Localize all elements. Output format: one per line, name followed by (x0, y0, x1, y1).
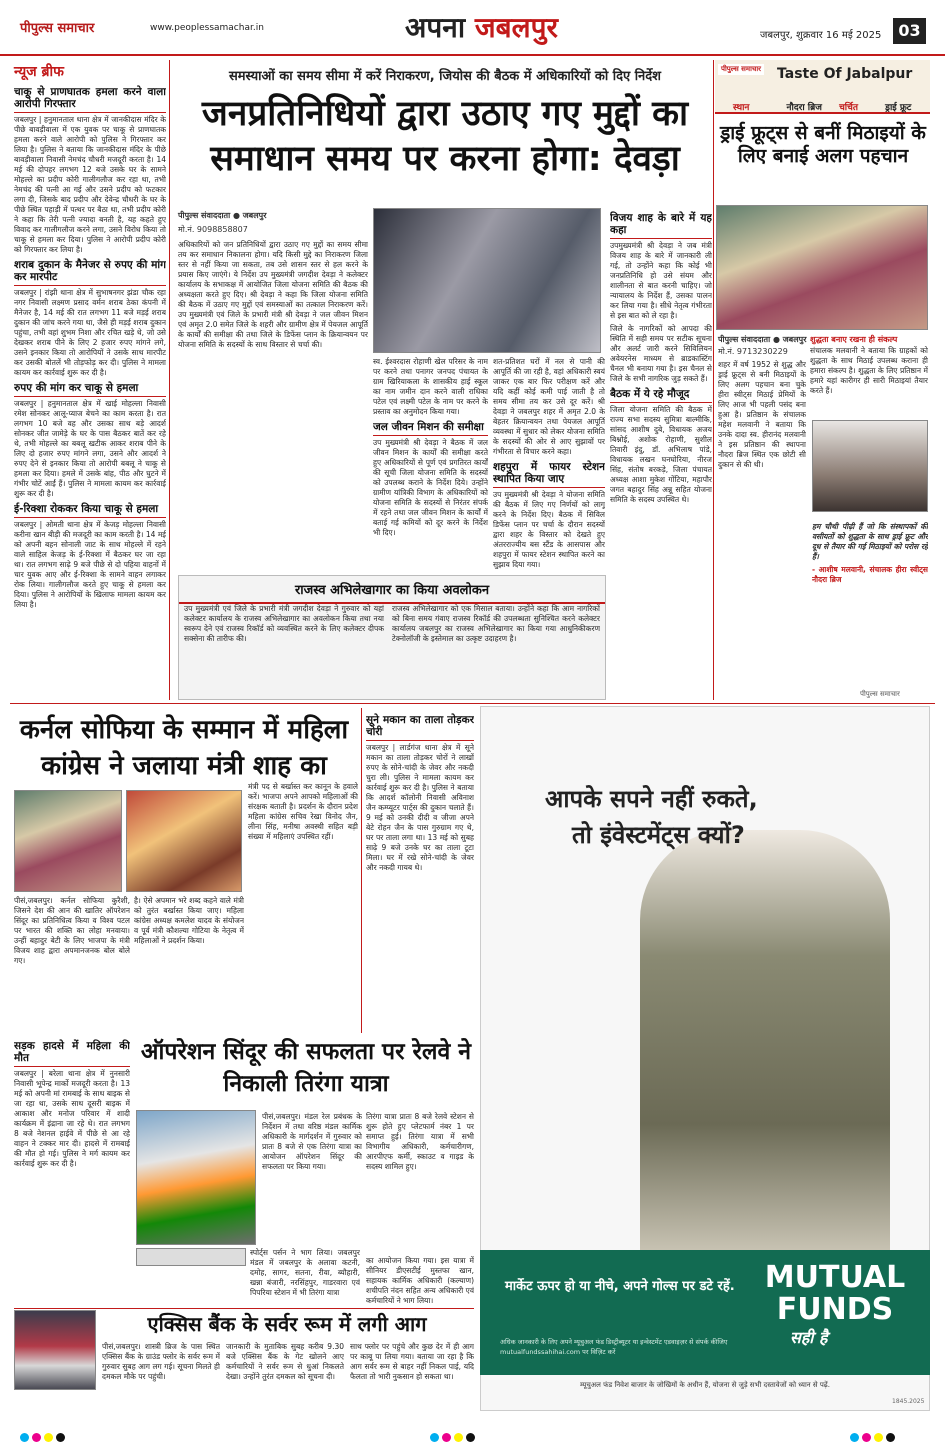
rail-col-1: पीसं,जबलपुर। मंडल रेल प्रबंधक के निर्देशन में तथा वरिष्ठ मंडल कार्मिक अधिकारी के मार्गदर्शन में गुरुवार को प्रातः 8 बजे से एक तिरंगा यात्रा का आयोजन ऑपरेशन सिंदूर की सफलता पर किया गया। (262, 1112, 362, 1171)
archive-title: राजस्व अभिलेखागार का किया अवलोकन (179, 576, 605, 604)
swatch-cyan (20, 1433, 29, 1442)
side-column (610, 208, 712, 698)
rail-photo (136, 1110, 256, 1245)
tab-item: ड्राई फ्रूट (885, 103, 912, 113)
effigy-col-2: है। ऐसे अपमान भरे शब्द कहने वाले मंत्री को तुरंत बर्खास्त किया जाए। महिला कांग्रेस अध्यक्ष कमलेश यादव के संयोजन व पूर्व मंत्री कौशल्या गोटिया के नेतृत्व में महिलाओं ने प्रदर्शन किया। (134, 896, 244, 945)
swatch-yellow (454, 1433, 463, 1442)
swatch-magenta (32, 1433, 41, 1442)
swatch-black (886, 1433, 895, 1442)
brief-4-title: ई-रिक्शा रोककर किया चाकू से हमला (14, 503, 166, 518)
lead-col2b-text: उप मुख्यमंत्री श्री देवड़ा ने बैठक में जल जीवन मिशन के कार्यों की समीक्षा करते हुए अधिकारियों से पूर्ण एवं प्रगतिरत कार्यों की सूची जिला योजना समिति के सदस्यों को उपलब्ध कराने के निर्देश दिये। उन्होंने ग्रामीण यांत्रिकी विभाग के अधिकारियों को योजना समिति के सदस्यों से निरंतर संपर्क में रहने तथा जल जीवन मिशन के कार्यों में बताई गई कमियों को दूर करने के निर्देश भी दिए। (373, 438, 488, 537)
taste-title: Taste Of Jabalpur (777, 66, 913, 82)
ad-headline-1 (545, 782, 758, 815)
side-text-3: जिला योजना समिति की बैठक में राज्य सभा सदस्य सुमित्रा बाल्मीकि, सांसद आशीष दुबे, विधायक अजय बिश्नोई, अशोक रोहाणी, सुशील तिवारी इंदु, डॉ. अभिलाष पांडे, विधायक लखन घनघोरिया, नीरज सिंह, संतोष बरकड़े, जिला पंचायत अध्यक्ष आशा मुकेश गोंटिया, महापौर जगत बहादुर सिंह अन्नू सहित योजना समिति के सदस्य उपस्थित थे। (610, 405, 712, 504)
lead-column-2 (373, 357, 488, 572)
ad-disclaimer: म्यूचुअल फंड निवेश बाजार के जोखिमों के अधीन हैं, योजना से जुड़े सभी दस्तावेजों को ध्यान से पढ़ें. (580, 1381, 830, 1389)
taste-headline: ड्राई फ्रूट्स से बनीं मिठाइयों के लिए बनाई अलग पहचान (720, 122, 926, 167)
protest-photo-1 (14, 790, 122, 892)
side-text: उपमुख्यमंत्री श्री देवड़ा ने जब मंत्री विजय शाह के बारे में जानकारी ली गई, तो उन्होंने कहा कि कोई भी जनप्रतिनिधि हो उसे संयम और शालीनता से बात करनी चाहिए। जो न्यायालय के निर्देश हैं, उसका पालन कर लिया गया है। सीधे नेतृत्व गंभीरता से इस बात को ले रहा है। (610, 241, 712, 320)
color-bar-center (430, 1427, 478, 1446)
tab-location: नौदरा ब्रिज (786, 103, 822, 113)
lead-subhead-1: जल जीवन मिशन की समीक्षा (373, 421, 488, 436)
taste-credit: पीपुल्स समाचार (860, 690, 900, 698)
rail-col-2: तिरंगा यात्रा प्रातः 8 बजे रेलवे स्टेशन से शुरू होते हुए प्लेटफार्म नंबर 1 पर समाप्त हुई। तिरंगा यात्रा में सभी विभागीय अधिकारी, कर्मचारीगण, आरपीएफ कर्मी, स्काउट व गाइड के सदस्य शामिल हुए। (366, 1112, 474, 1171)
ad-code: 1845.2025 (892, 1398, 925, 1405)
ad-headline-text: आपके सपने नहीं रुकते, (545, 785, 758, 813)
news-brief-tag: न्यूज ब्रीफ (14, 64, 64, 80)
theft-story (366, 710, 474, 1035)
taste-quote (812, 522, 928, 672)
brief-4-body: जबलपुर | ओमती थाना क्षेत्र में केजड़ मोहल्ला निवासी करीना खान बीड़ी की मजदूरी का काम करती है। 14 मई को अपनी बहन सोनाली जाट के साथ मोहल्ले में रहने वाले साहिल केजड़ के ई-रिक्शा में बैठकर घर जा रहा था। रात लगभग साढ़े 9 बजे पीछे से दो पहिया वाहनों में चार युवक आए और ई-रिक्शा के सामने वाहन लगाकर रोक लिया। गालीगलौज करते हुए चाकू से हमला कर दिया। पुलिस ने आरोपियों के खिलाफ मामला कायम कर लिया है। (14, 520, 166, 609)
ad-photo (640, 830, 890, 1250)
rail-photo-2 (136, 1248, 246, 1266)
swatch-black (466, 1433, 475, 1442)
ad-tagline: सही है (790, 1328, 828, 1347)
effigy-caption: पीसं,जबलपुर। कर्नल सोफिया कुरैशी, जिसने देश की आन की खातिर ऑपरेशन सिंदूर का प्रतिनिधित्व किया व विश्व पटल पर भारत की शक्ति का लोहा मनवाया। उन्हीं बहादुर बेटी के लिए भाजपा के मंत्री विजय शाह द्वारा अपमानजनक बोल बोले गए। (14, 896, 130, 965)
brief-1-body: जबलपुर | हनुमानताल थाना क्षेत्र में जानकीदास मंदिर के पीछे बावड़ीवाला में एक युवक पर चाकू से प्राणघातक हमला करने वाले आरोपी को पुलिस ने गिरफ्तार कर लिया है। पुलिस ने बताया कि जानकीदास मंदिर के पीछे बावड़ीवाला निवासी नेमचंद चौधरी मजदूरी करता है। 14 मई की दोपहर लगभग 12 बजे उसके घर के सामने मोहल्ले का प्रदीप कोरी गालीगलौज कर रहा था, तभी नेमचंद की पत्नी आ गई और उसने प्रदीप को फटकार लगा दी, जिसके बाद प्रदीप और देवेन्द्र चौधरी के घर के पीछे स्थित पहाड़ी में पत्थर पर बैठा था, तभी प्रदीप कोरी ने कहा कि तेरी पत्नी ज्यादा बनती है, यह कहते हुए विवाद कर गालीगलौज करने लगा, उसने विरोध किया तो चाकू से हमला कर दिया। पुलिस ने आरोपी प्रदीप कोरी को गिरफ्तार कर लिया है। (14, 115, 166, 254)
lead-column-3 (493, 357, 605, 572)
print-marks (0, 1420, 945, 1445)
ad-brand (745, 1262, 925, 1326)
owner-portrait (812, 420, 928, 512)
swatch-black (56, 1433, 65, 1442)
archive-col-2: राजस्व अभिलेखागार को एक मिसाल बताया। उन्होंने कहा कि आम नागरिकों को बिना समय गंवाए राजस्व रिकॉर्ड की उपलब्धता सुनिश्चित करने कलेक्टर कार्यालय जबलपुर का राजस्व अभिलेखागार का किया गया आधुनिकीकरण टेक्नोलॉजी के इस्तेमाल का उत्कृष्ट उदाहरण है। (392, 604, 600, 643)
taste-body-1: शहर में वर्ष 1952 से शुद्ध और ड्राई फ्रूट्स से बनी मिठाइयों के लिए अलग पहचान बना चुके हीरा स्वीट्स मिठाई प्रेमियों के लिए आज भी पहली पसंद बना हुआ है। प्रतिष्ठान के संचालक महेश मलवानी ने बताया कि उनके दादा स्व. हीरानंद मलवानी ने इस प्रतिष्ठान की स्थापना नौदरा ब्रिज स्थित एक छोटी सी दुकान से की थी। (718, 360, 806, 469)
color-bar-right (850, 1427, 898, 1446)
fire-col-2: जानकारी के मुताबिक सुबह करीब 9.30 बजे एक्सिस बैंक के गेट खोलने आए कर्मचारियों ने सर्वर रूम से धुआं निकलते देखा। उन्होंने तुरंत दमकल को सूचना दी। (226, 1342, 344, 1381)
lead-kicker: समस्याओं का समय सीमा में करें निराकरण, जियोस की बैठक में अधिकारियों को दिए निर्देश (228, 69, 662, 84)
ad-subline: मार्केट ऊपर हो या नीचे, अपने गोल्स पर डटे रहें. (505, 1279, 735, 1294)
side-title: विजय शाह के बारे में यह कहा (610, 212, 712, 239)
ad-brand-1: MUTUAL (764, 1260, 906, 1295)
brief-3-title: रुपए की मांग कर चाकू से हमला (14, 382, 166, 397)
lead-byline: पीपुल्स संवाददाता ● जबलपुर (178, 211, 267, 220)
archive-col-1: उप मुख्यमंत्री एवं जिले के प्रभारी मंत्री जगदीश देवड़ा ने गुरुवार को यहां कलेक्टर कार्यालय के राजस्व अभिलेखागार का अवलोकन किया तथा नया स्वरूप देने एवं राजस्व रिकॉर्ड को व्यवस्थित करने के लिए कलेक्टर दीपक सक्सेना की तारीफ की। (184, 604, 384, 643)
masthead-logo: पीपुल्स समाचार (20, 21, 95, 36)
tab-famous: चर्चित (839, 103, 858, 113)
taste-body-2: संचालक मलवानी ने बताया कि ग्राहकों को शुद्धता के साथ मिठाई उपलब्ध कराना ही हमारा संकल्प है। शुद्धता के लिए प्रतिष्ठान में हमारे यहां कारीगर ही सारी मिठाइयां तैयार करते हैं। (810, 346, 928, 395)
theft-body: जबलपुर | लार्डगंज थाना क्षेत्र में सूने मकान का ताला तोड़कर चोरों ने लाखों रुपए के सोने-चांदी के जेवर और नकदी चुरा ली। पुलिस ने मामला कायम कर कार्रवाई शुरू कर दी है। पुलिस ने बताया कि आदर्श कॉलोनी निवासी अविनाश जैन कम्प्यूटर पार्ट्स की दुकान चलाते हैं। 9 मई को उनकी दीदी व जीजा अपने बेटे रोहन जैन के पास गुरुग्राम गए थे, घर पर ताला लगा था। 13 मई को सुबह साढ़े 9 बजे उनके घर का ताला टूटा मिला। घर में रखे सोने-चांदी के जेवर और नकदी गायब थे। (366, 743, 474, 872)
swatch-magenta (442, 1433, 451, 1442)
side-subhead: बैठक में ये रहे मौजूद (610, 388, 712, 403)
ad-headline-2: तो इंवेस्टमेंट्स क्यों? (572, 821, 745, 849)
ad-contact-text[interactable]: अधिक जानकारी के लिए अपने म्यूचुअल फंड डिस्ट्रीब्यूटर या इन्वेस्टमेंट एडवाइज़र से संपर्क कीजिए mutualfundssahihai.com पर विज़िट करें (500, 1338, 728, 1356)
section-divider (14, 1308, 474, 1309)
taste-byline: पीपुल्स संवाददाता ● जबलपुर (718, 335, 807, 344)
section-name: जबलपुर (474, 11, 558, 44)
dateline: जबलपुर, शुक्रवार 16 मई 2025 (760, 30, 882, 41)
taste-label: पीपुल्स समाचार (718, 64, 764, 75)
tab-place: स्थान (733, 103, 750, 113)
bank-photo (14, 1310, 96, 1390)
rail-headline: ऑपरेशन सिंदूर की सफलता पर रेलवे ने निकाली तिरंगा यात्रा (140, 1039, 472, 1097)
side-text-2: जिले के नागरिकों को आपदा की स्थिति में सही समय पर सटीक सूचना और अलर्ट जारी करने सिविलियन अवेयरनेस माध्यम से ब्राडकास्टिंग चैनल भी बनाया गया है। इस चैनल से जिले के सभी नागरिक जुड़ सकते हैं। (610, 324, 712, 383)
lead-phone: मो.नं. 9098858807 (178, 225, 248, 234)
fire-col-1: पीसं,जबलपुर। शास्त्री ब्रिज के पास स्थित एक्सिस बैंक के ग्राउंड फ्लोर के सर्वर रूम में गुरुवार सुबह आग लग गई। सूचना मिलते ही दमकल मौके पर पहुंची। (102, 1342, 220, 1381)
brief-2-title: शराब दुकान के मैनेजर से रुपए की मांग कर मारपीट (14, 259, 166, 286)
lead-column-1: अधिकारियों को जन प्रतिनिधियों द्वारा उठाए गए मुद्दों का समय सीमा तय कर समाधान निकालना होगा। यदि किसी मुद्दे का निराकरण जिला स्तर से नहीं किया जा सकता, तब उसे शासन स्तर से हल करने के प्रयास किए जाएंगे। ये निर्देश उप मुख्यमंत्री जगदीश देवड़ा ने कलेक्टर कार्यालय के सभाकक्ष में आयोजित जिला योजना समिति की बैठक की अध्यक्षता करते हुए दिए। श्री देवड़ा ने कहा कि जिला योजना समिति की बैठक में उठाए गए मुद्दों एवं समस्याओं का तत्काल निराकरण करें। उप मुख्यमंत्री एवं जिले के प्रभारी मंत्री श्री देवड़ा ने जल जीवन मिशन एवं अमृत 2.0 समेत जिले के शहरी और ग्रामीण क्षेत्र में पेयजल आपूर्ति के कार्यों की समीक्षा की तथा जिले के डिफेंस प्लान के क्रियान्वयन पर योजना समिति के सदस्यों के साथ विस्तार से चर्चा की। (178, 240, 368, 349)
lead-col3b-text: उप मुख्यमंत्री श्री देवड़ा ने योजना समिति की बैठक में लिए गए निर्णयों को लागू करने के निर्देश दिए। बैठक में सिविल डिफेंस प्लान पर चर्चा के दौरान सदस्यों द्वारा शहर के विस्तार को देखते हुए अंतरराज्यीय बस स्टैंड के आसपास और शहपुरा में फायर स्टेशन स्थापित करने का सुझाव दिया गया। (493, 490, 605, 569)
taste-phone: मो.नं. 9713230229 (718, 347, 788, 356)
section-title (405, 8, 558, 46)
swatch-yellow (874, 1433, 883, 1442)
lead-col3-text: शत-प्रतिशत घरों में नल से पानी की आपूर्ति की जा रही है, वहां अधिकारी स्वयं जाकर एक बार फिर परीक्षण करें और यदि कहीं कोई कमी पाई जाती है तो समय सीमा तय कर उसे दूर करें। श्री देवड़ा ने जबलपुर शहर में अमृत 2.0 के बेहतर क्रियान्वयन तथा पेयजल आपूर्ति व्यवस्था में सुधार को लेकर योजना समिति के सदस्यों की ओर से आए सुझावों पर गंभीरता से विचार करने कहा। (493, 357, 605, 456)
lead-col2-text: स्व. ईश्वरदास रोहाणी खेल परिसर के नाम पर करने तथा पनागर जनपद पंचायत के ग्राम खिरियाकला के शासकीय हाई स्कूल का नाम जमीन दान करने वाली राधिका पटेल एवं लक्ष्मी पटेल के नाम पर करने के प्रस्ताव का अनुमोदन किया गया। (373, 357, 488, 416)
website-url[interactable]: www.peoplessamachar.in (150, 23, 264, 33)
rail-col-4: का आयोजन किया गया। इस यात्रा में सीनियर डीएसटीई मुस्तफा खान, सहायक कार्मिक अधिकारी (कल्याण) शचीपति नंदन सहित अन्य अधिकारी एवं कर्मचारियों ने भाग लिया। (366, 1256, 474, 1305)
taste-caption: शुद्धता बनाए रखना ही संकल्प (810, 335, 898, 344)
accident-title: सड़क हादसे में महिला की मौत (14, 1040, 130, 1067)
taste-tabs (733, 100, 911, 113)
brief-1-title: चाकू से प्राणघातक हमला करने वाला आरोपी गिरफ्तार (14, 86, 166, 113)
page-number: 03 (893, 18, 926, 44)
lead-headline: जनप्रतिनिधियों द्वारा उठाए गए मुद्दों का समाधान समय पर करना होगा: देवड़ा (201, 94, 689, 179)
swatch-magenta (862, 1433, 871, 1442)
lead-subhead-2: शहपुरा में फायर स्टेशन स्थापित किया जाए (493, 461, 605, 488)
sweets-photo (716, 205, 928, 330)
quote-by: - आशीष मलवानी, संचालक हीरा स्वीट्स नौदरा ब्रिज (812, 565, 928, 584)
fire-headline: एक्सिस बैंक के सर्वर रूम में लगी आग (147, 1312, 427, 1336)
effigy-col-3: मंत्री पद से बर्खास्त कर कानून के हवाले करें। भाजपा अपने आपको महिलाओं की संरक्षक बताती है। प्रदर्शन के दौरान प्रदेश महिला कांग्रेस सचिव रेखा विनोद जैन, लीना सिंह, मनीषा अवस्थी सहित बड़ी संख्या में महिलाएं उपस्थित रहीं। (248, 782, 358, 841)
brief-3-body: जबलपुर | हनुमानताल क्षेत्र में खाई मोहल्ला निवासी रमेश सोनकर आलू-प्याज बेचने का काम करता है। रात लगभग 10 बजे वह और उसका साथ बड़े आदर्श सोनकर जीत जामेड़े के घर के पास बैठकर बातें कर रहे थे, तभी मोहल्ले का बबलू खटीक आकर शराब पीने के लिए दो हजार रुपए मांगने लगा, उसने और आदर्श ने रुपए देने से इनकार किया तो आरोपी बबलू ने चाकू से हमला कर दिया। हमले में उसके बांह, पीठ और घुटने में गंभीर चोटें आईं हैं। पुलिस ने मामला कायम कर कार्रवाई शुरू कर दी है। (14, 399, 166, 498)
protest-photo-2 (126, 790, 242, 892)
fire-col-3: साथ फ्लोर पर पहुंचे और कुछ देर में ही आग पर काबू पा लिया गया। बताया जा रहा है कि आग सर्वर रूम से बाहर नहीं निकल पाई, यदि फैलता तो भारी नुकसान हो सकता था। (350, 1342, 474, 1381)
quote-text: हम चौथी पीढ़ी हैं जो कि संस्थापकों की वसीयतों को शुद्धता के साथ ड्राई फ्रूट और दूध से तैयार की गई मिठाइयों को परोस रहे हैं। (812, 522, 928, 561)
accident-body: जबलपुर | बरेला थाना क्षेत्र में नुनसारी निवासी भूपेन्द्र मार्को मजदूरी करता है। 13 मई को अपनी मां रामबाई के साथ बाइक से जा रहा था, उसके साथ दूसरी बाइक में आकाश और मनोज परिवार में शादी कार्यक्रम में इंद्राना जा रहे थे। रात लगभग 8 बजे नेशनल हाईवे में पीछे से आ रहे वाहन ने टक्कर मार दी। हादसे में रामबाई की मौत हो गई। पुलिस ने मर्ग कायम कर कार्रवाई शुरू कर दी है। (14, 1069, 130, 1168)
meeting-photo (373, 208, 601, 353)
column-divider (169, 60, 170, 700)
brief-2-body: जबलपुर | रांझी थाना क्षेत्र में सुभाषनगर झंडा चौक रहा नगर निवासी लक्ष्मण प्रसाद वर्मन शराब ठेका कंपनी में मैनेजर है, 14 मई की रात लगभग 11 बजे मड़ई शराब दुकान की जांच करने गया था, जैसे ही मड़ई शराब दुकान पहुंचा, तभी वहां शुभम निशा और रचित खड़े थे, जो उसे देखकर शराब पीने के लिए 2 हजार रुपए मांगने लगे, उसने इनकार किया तो आरोपियों ने उसके साथ मारपीट कर उसकी बोतलें भी तोड़फोड़ कर दी। पुलिस ने मामला कायम कर कार्रवाई शुरू कर दी है। (14, 288, 166, 377)
theft-title: सूने मकान का ताला तोड़कर चोरी (366, 714, 474, 741)
column-divider (361, 708, 362, 1033)
ad-brand-2: FUNDS (776, 1292, 894, 1327)
swatch-yellow (44, 1433, 53, 1442)
news-brief-column (14, 82, 166, 702)
column-divider (713, 60, 714, 700)
swatch-cyan (430, 1433, 439, 1442)
swatch-cyan (850, 1433, 859, 1442)
accident-story (14, 1036, 130, 1286)
effigy-headline: कर्नल सोफिया के सम्मान में महिला कांग्रेस ने जलाया मंत्री शाह का (19, 715, 349, 781)
section-prefix: अपना (405, 11, 466, 44)
rail-col-3: स्पोर्ट्स पर्सन ने भाग लिया। जबलपुर मंडल में जबलपुर के अलावा कटनी, दमोह, सागर, सतना, रीवा, ब्यौहारी, खन्ना बंजारी, नरसिंहपुर, गाडरवारा एवं पिपरिया स्टेशन में भी तिरंगा यात्रा (250, 1248, 360, 1297)
section-divider (10, 703, 935, 704)
color-bar-left (20, 1427, 68, 1446)
